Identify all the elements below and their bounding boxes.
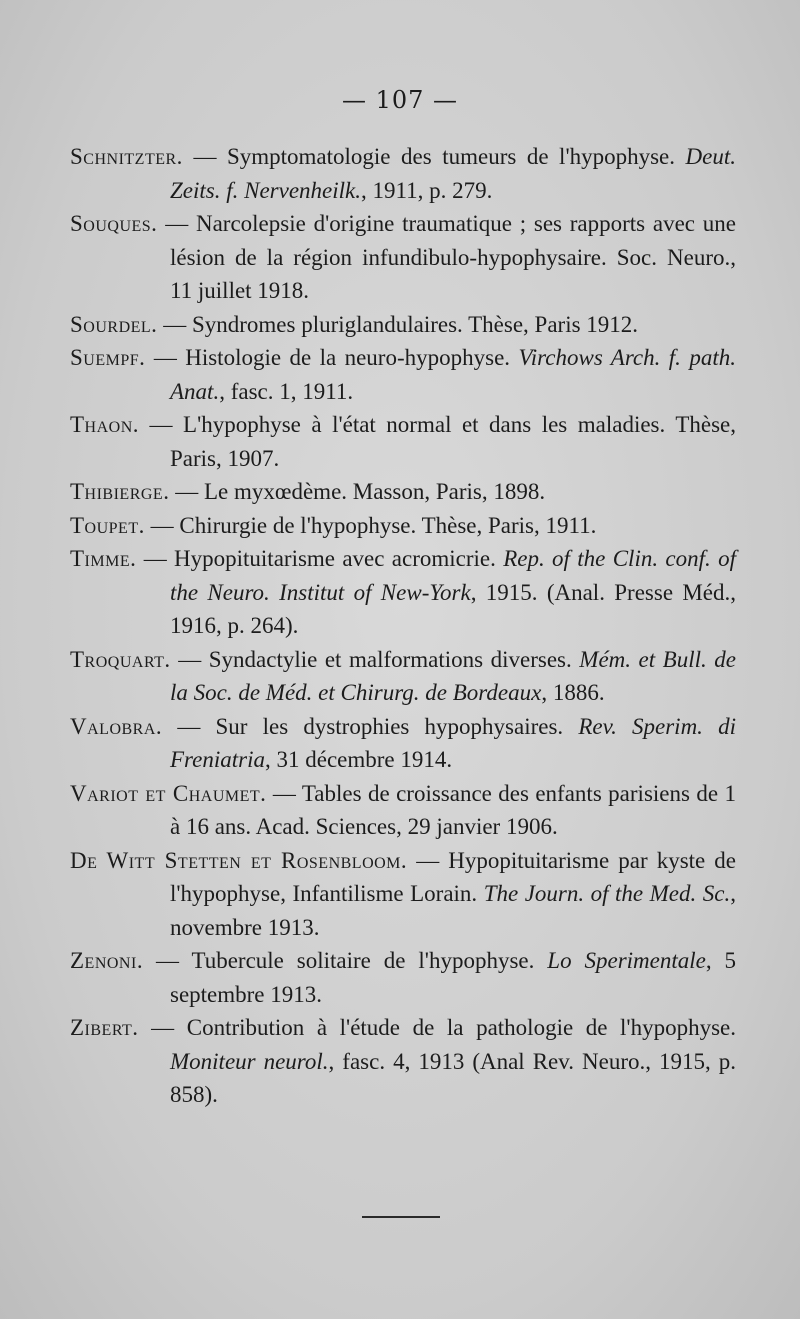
entry-author: Souques. [70,211,158,236]
entry-author: Thaon. [70,412,140,437]
entry-text: — Chirurgie de l'hypophyse. Thèse, Paris, 1911. [144,512,597,538]
end-rule-divider [362,1216,440,1218]
bibliography-entry [70,844,736,945]
entry-text: — Tables de croissance des enfants parisiens de 1 à 16 ans. Acad. Sciences, 29 janvier 1906. [170,780,736,839]
bibliography-entry [70,944,736,1011]
entry-author: Troquart. [70,646,171,672]
entry-tail: , fasc. 4, 1913 (Anal Rev. Neuro., 1915, p. 858). [170,1048,736,1107]
entry-text: — Contribution à l'étude de la pathologie de l'hypophyse. [138,1015,736,1040]
entry-text: — L'hypophyse à l'état normal et dans les maladies. Thèse, Paris, 1907. [139,412,736,471]
entry-text: — Syndactylie et malformations diverses. [170,646,580,672]
entry-author: Timme. [70,546,137,571]
entry-tail: , 1915. (Anal. Presse Méd., 1916, p. 264). [170,579,736,638]
entry-text: — Tubercule solitaire de l'hypophyse. [143,948,548,973]
entry-tail: , 1911, p. 279. [361,177,493,203]
bibliography-entry [70,308,736,342]
entry-tail: , 1886. [541,680,605,705]
page-number: — 107 — [341,86,459,114]
entry-text: — Narcolepsie d'origine traumatique ; ses rapports avec une lésion de la région infundibulo-hypophysaire. Soc. Neuro., 11 juillet 1918. [157,211,736,303]
entry-author: Valobra. [70,713,163,739]
bibliography-entry [70,710,736,777]
entry-author: Zibert. [70,1015,139,1040]
entry-journal: Rev. Sperim. di Freniatria [170,713,736,772]
entry-text: — Hypopituitarisme par kyste de l'hypophyse, Infantilisme Lorain. [170,847,736,906]
entry-text: — Symptomatologie des tumeurs de l'hypophyse. [182,144,686,169]
entry-author: Zenoni. [70,948,144,973]
bibliography-entry [70,475,736,509]
bibliography-entry [70,140,736,207]
bibliography-entry [70,509,736,543]
entry-journal: Deut. Zeits. f. Nervenheilk. [170,144,736,203]
entry-author: Suempf. [70,345,146,370]
entry-journal: Virchows Arch. f. path. Anat. [170,345,736,404]
entry-text: — Le myxœdème. Masson, Paris, 1898. [169,479,546,504]
entry-journal: Mém. et Bull. de la Soc. de Méd. et Chirurg. de Bordeaux [170,646,736,705]
bibliography-entry [70,341,736,408]
bibliography-entry [70,207,736,308]
entry-journal: Rep. of the Clin. conf. of the Neuro. Institut of New-York [170,546,736,605]
entry-author: Schnitzter. [70,144,183,169]
bibliography-entry [70,1011,736,1112]
bibliography-entry [70,408,736,475]
entry-journal: The Journ. of the Med. Sc. [483,881,731,906]
entry-journal: Lo Sperimentale [547,948,706,973]
entry-text: — Hypopituitarisme avec acromicrie. [136,546,504,571]
entry-text: — Sur les dystrophies hypophysaires. [162,713,579,739]
entry-tail: , novembre 1913. [170,881,736,940]
entry-author: Thibierge. [70,479,170,504]
entry-text: — Syndromes pluriglandulaires. Thèse, Paris 1912. [157,311,639,337]
entry-journal: Moniteur neurol. [170,1048,329,1074]
bibliography-list [70,140,736,1112]
bibliography-entry [70,643,736,710]
entry-author: De Witt Stetten et Rosenbloom. [70,847,408,873]
entry-tail: , fasc. 1, 1911. [219,378,354,404]
bibliography-entry [70,542,736,643]
entry-author: Variot et Chaumet. [70,780,267,806]
entry-author: Sourdel. [70,311,158,337]
entry-tail: , 5 septembre 1913. [170,948,737,1007]
entry-author: Toupet. [70,512,145,538]
bibliography-entry [70,777,736,844]
entry-tail: , 31 décembre 1914. [264,747,453,772]
entry-text: — Histologie de la neuro-hypophyse. [145,345,519,370]
